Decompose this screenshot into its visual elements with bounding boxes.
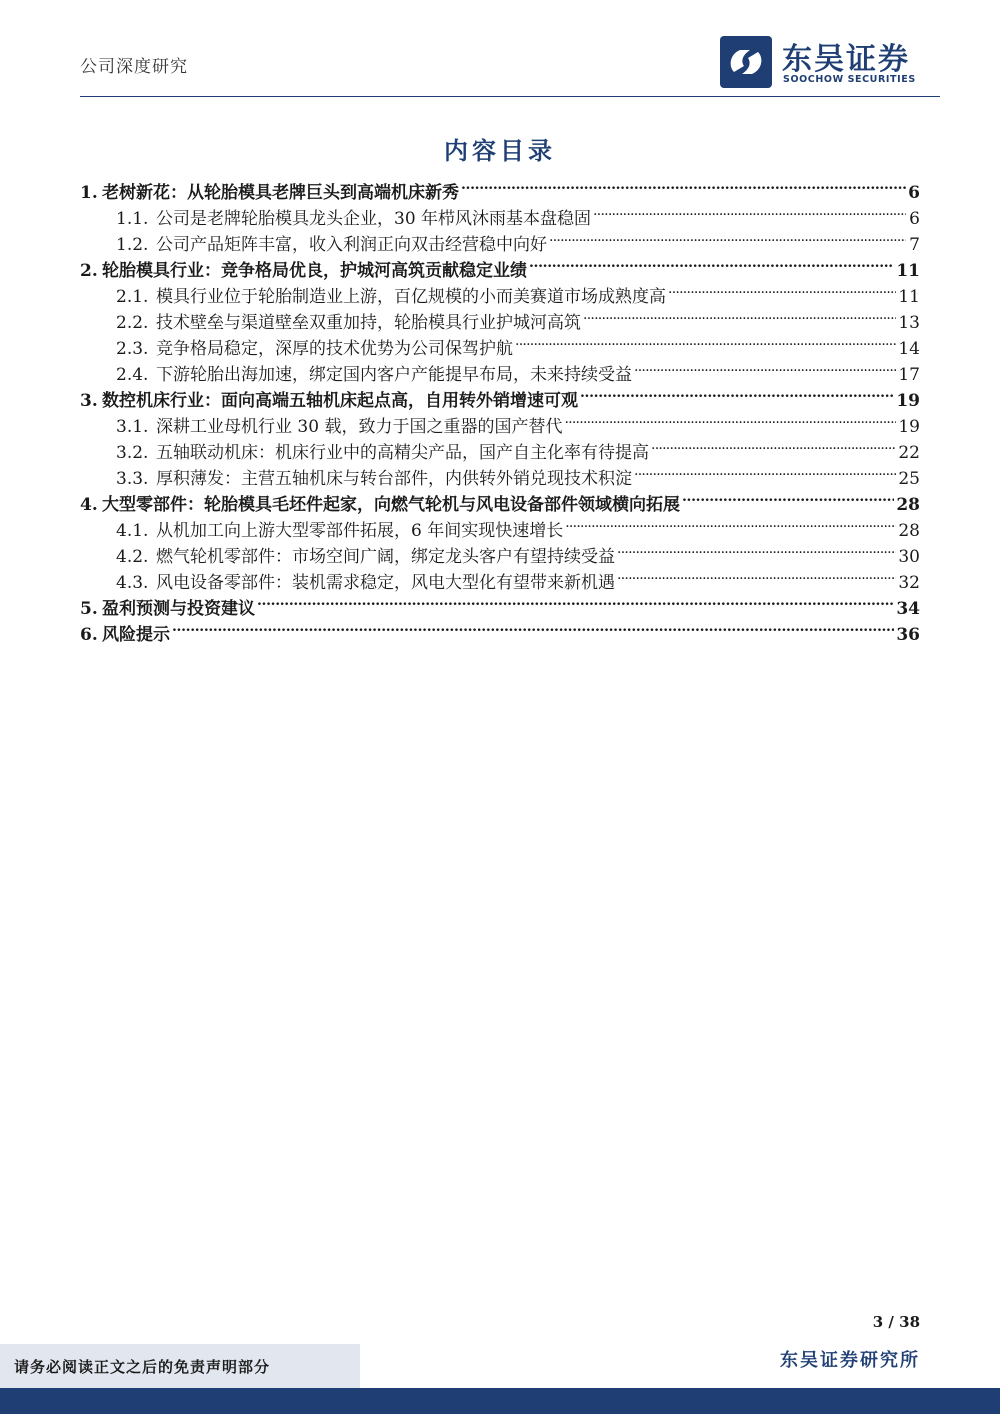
toc-entry-number: 5. bbox=[80, 599, 98, 619]
toc-entry[interactable] bbox=[80, 614, 920, 645]
toc-leader-dots bbox=[617, 562, 896, 588]
header-divider bbox=[80, 96, 940, 97]
toc-entry-page: 13 bbox=[898, 313, 920, 333]
toc-entry-title: 风电设备零部件：装机需求稳定，风电大型化有望带来新机遇 bbox=[156, 573, 615, 593]
toc-entry-page: 25 bbox=[898, 469, 920, 489]
toc-leader-dots bbox=[172, 614, 894, 640]
toc-entry-title: 模具行业位于轮胎制造业上游，百亿规模的小而美赛道市场成熟度高 bbox=[156, 287, 666, 307]
logo-chinese-name: 东吴证券 bbox=[782, 42, 910, 77]
table-of-contents bbox=[80, 172, 920, 645]
footer-institute-name: 东吴证券研究所 bbox=[780, 1350, 920, 1371]
page-number: 3 / 38 bbox=[872, 1313, 920, 1331]
toc-entry-page: 34 bbox=[896, 599, 920, 619]
toc-entry-title: 公司产品矩阵丰富，收入利润正向双击经营稳中向好 bbox=[156, 235, 547, 255]
toc-leader-dots bbox=[515, 328, 896, 354]
toc-entry-number: 2. bbox=[80, 261, 98, 281]
toc-entry-page: 19 bbox=[898, 417, 920, 437]
toc-entry-page: 36 bbox=[896, 625, 920, 645]
toc-entry-title: 风险提示 bbox=[102, 625, 170, 645]
toc-entry-page: 11 bbox=[898, 287, 920, 307]
toc-entry-number: 3.3. bbox=[116, 469, 149, 489]
toc-entry[interactable] bbox=[80, 172, 920, 203]
toc-entry-number: 2.4. bbox=[116, 365, 149, 385]
toc-entry-title: 深耕工业母机行业 30 载，致力于国之重器的国产替代 bbox=[156, 417, 563, 437]
toc-entry-title: 竞争格局稳定，深厚的技术优势为公司保驾护航 bbox=[156, 339, 513, 359]
toc-entry-number: 2.1. bbox=[116, 287, 149, 307]
toc-entry-page: 32 bbox=[898, 573, 920, 593]
toc-leader-dots bbox=[617, 536, 896, 562]
footer-bar bbox=[0, 1388, 1000, 1414]
toc-entry-title: 公司是老牌轮胎模具龙头企业，30 年栉风沐雨基本盘稳固 bbox=[156, 209, 592, 229]
disclaimer-box bbox=[0, 1344, 360, 1388]
toc-entry-title: 燃气轮机零部件：市场空间广阔，绑定龙头客户有望持续受益 bbox=[156, 547, 615, 567]
toc-leader-dots bbox=[593, 198, 906, 224]
toc-leader-dots bbox=[668, 276, 896, 302]
toc-entry-page: 6 bbox=[908, 183, 920, 203]
toc-entry-page: 17 bbox=[898, 365, 920, 385]
logo-english-name: SOOCHOW SECURITIES bbox=[783, 74, 916, 85]
toc-entry-number: 1.2. bbox=[116, 235, 149, 255]
toc-leader-dots bbox=[549, 224, 906, 250]
toc-entry-title: 厚积薄发：主营五轴机床与转台部件，内供转外销兑现技术积淀 bbox=[156, 469, 632, 489]
toc-leader-dots bbox=[634, 458, 896, 484]
toc-leader-dots bbox=[529, 250, 894, 276]
toc-leader-dots bbox=[580, 380, 894, 406]
disclaimer-text: 请务必阅读正文之后的免责声明部分 bbox=[14, 1358, 271, 1376]
toc-leader-dots bbox=[651, 432, 896, 458]
toc-entry-number: 2.2. bbox=[116, 313, 149, 333]
toc-entry-number: 4. bbox=[80, 495, 98, 515]
report-type-label: 公司深度研究 bbox=[80, 57, 188, 77]
toc-entry-number: 3.2. bbox=[116, 443, 149, 463]
toc-leader-dots bbox=[634, 354, 896, 380]
company-logo bbox=[720, 36, 940, 90]
toc-entry-title: 盈利预测与投资建议 bbox=[102, 599, 255, 619]
toc-entry-number: 3. bbox=[80, 391, 98, 411]
toc-entry-page: 7 bbox=[909, 235, 920, 255]
toc-entry-title: 数控机床行业：面向高端五轴机床起点高，自用转外销增速可观 bbox=[102, 391, 578, 411]
toc-entry-title: 技术壁垒与渠道壁垒双重加持，轮胎模具行业护城河高筑 bbox=[156, 313, 581, 333]
toc-entry-title: 从机加工向上游大型零部件拓展，6 年间实现快速增长 bbox=[156, 521, 564, 541]
toc-entry-page: 28 bbox=[896, 495, 920, 515]
toc-entry-title: 下游轮胎出海加速，绑定国内客户产能提早布局，未来持续受益 bbox=[156, 365, 632, 385]
toc-entry-title: 五轴联动机床：机床行业中的高精尖产品，国产自主化率有待提高 bbox=[156, 443, 649, 463]
toc-entry-page: 14 bbox=[898, 339, 920, 359]
toc-leader-dots bbox=[583, 302, 896, 328]
toc-entry-number: 2.3. bbox=[116, 339, 149, 359]
toc-title: 内容目录 bbox=[444, 136, 556, 165]
toc-entry-page: 28 bbox=[898, 521, 920, 541]
toc-entry-title: 轮胎模具行业：竞争格局优良，护城河高筑贡献稳定业绩 bbox=[102, 261, 527, 281]
toc-entry-page: 11 bbox=[896, 261, 920, 281]
toc-entry-page: 30 bbox=[898, 547, 920, 567]
toc-entry-title: 大型零部件：轮胎模具毛坯件起家，向燃气轮机与风电设备部件领域横向拓展 bbox=[102, 495, 680, 515]
toc-entry-title: 老树新花：从轮胎模具老牌巨头到高端机床新秀 bbox=[102, 183, 459, 203]
toc-entry-number: 4.2. bbox=[116, 547, 149, 567]
soochow-logo-icon bbox=[720, 36, 772, 88]
toc-entry-page: 19 bbox=[896, 391, 920, 411]
toc-leader-dots bbox=[682, 484, 894, 510]
toc-leader-dots bbox=[461, 172, 906, 198]
toc-leader-dots bbox=[564, 406, 896, 432]
toc-entry-page: 6 bbox=[909, 209, 920, 229]
toc-entry-number: 1. bbox=[80, 183, 98, 203]
toc-entry-number: 4.3. bbox=[116, 573, 149, 593]
toc-entry-page: 22 bbox=[898, 443, 920, 463]
toc-entry-number: 4.1. bbox=[116, 521, 149, 541]
toc-leader-dots bbox=[565, 510, 896, 536]
toc-leader-dots bbox=[257, 588, 894, 614]
toc-entry-number: 3.1. bbox=[116, 417, 149, 437]
toc-entry-number: 6. bbox=[80, 625, 98, 645]
toc-entry-number: 1.1. bbox=[116, 209, 149, 229]
